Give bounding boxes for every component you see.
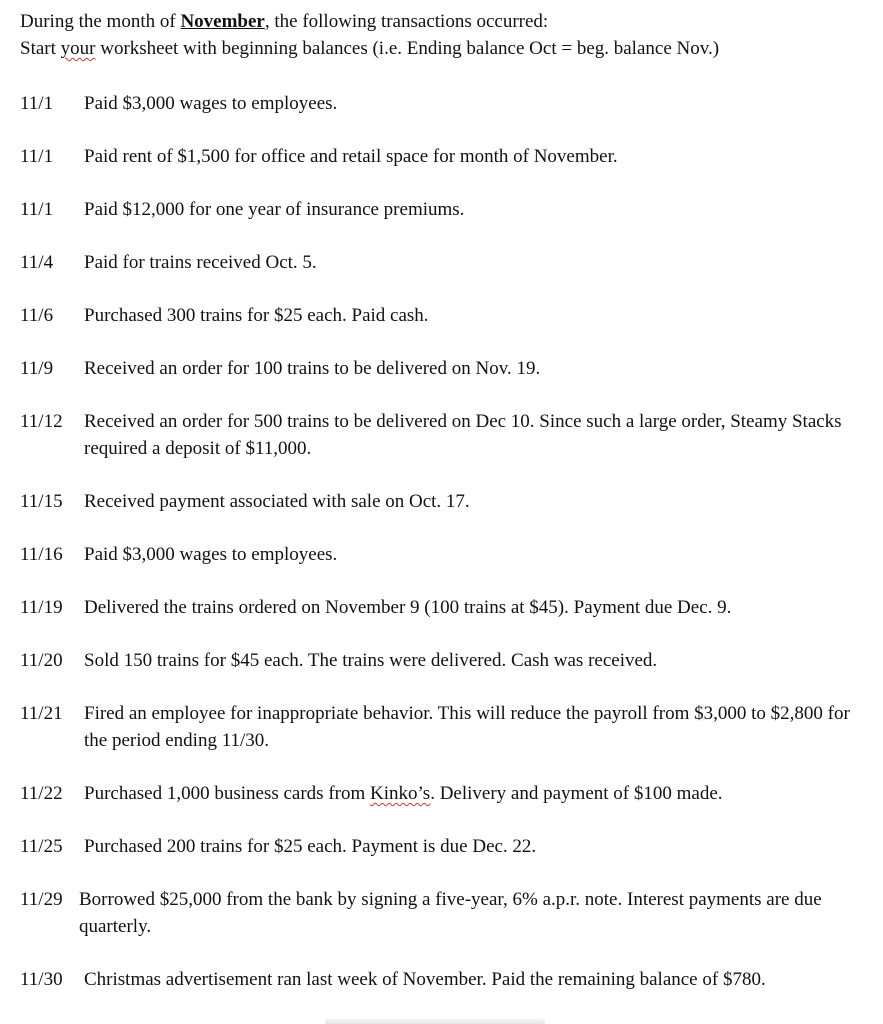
transaction-date: 11/9	[20, 358, 54, 379]
transaction-text: Delivered the trains ordered on November 9 (100 trains at $45). Payment due Dec. 9.	[84, 597, 732, 618]
transaction-text-part: . Delivery and payment of $100 made.	[430, 783, 723, 804]
transaction-text: Paid $3,000 wages to employees.	[84, 544, 338, 565]
transaction-date: 11/30	[20, 969, 63, 990]
transaction-text-part: Purchased 1,000 business cards from	[84, 783, 371, 804]
intro-text: During the month of	[20, 11, 181, 32]
transaction-date: 11/12	[20, 411, 63, 432]
transaction-date: 11/1	[20, 93, 54, 114]
intro-line-2	[20, 35, 870, 62]
intro-text: , the following transactions occurred:	[264, 11, 549, 32]
transaction-text: Borrowed $25,000 from the bank by signing a five-year, 6% a.p.r. note. Interest payments are due quarterly.	[79, 889, 822, 937]
transaction-text: Christmas advertisement ran last week of November. Paid the remaining balance of $780.	[84, 969, 766, 990]
intro-line-1	[20, 8, 870, 35]
transaction-text: Purchased 200 trains for $25 each. Payment is due Dec. 22.	[84, 836, 537, 857]
transaction-text: Paid for trains received Oct. 5.	[84, 252, 317, 273]
transaction-date: 11/29	[20, 889, 63, 910]
transaction-date: 11/4	[20, 252, 54, 273]
transaction-text: Sold 150 trains for $45 each. The trains were delivered. Cash was received.	[84, 650, 658, 671]
spellcheck-flagged-word[interactable]: your	[60, 38, 96, 59]
transaction-date: 11/19	[20, 597, 63, 618]
transaction-date: 11/20	[20, 650, 63, 671]
transaction-text: Fired an employee for inappropriate behavior. This will reduce the payroll from $3,000 to $2,800 for the period ending 11/30.	[84, 703, 850, 751]
intro-text: worksheet with beginning balances (i.e. Ending balance Oct = beg. balance Nov.)	[95, 38, 720, 59]
transaction-date: 11/25	[20, 836, 63, 857]
transaction-text: Paid rent of $1,500 for office and retail space for month of November.	[84, 146, 618, 167]
bottom-edge-shadow	[325, 1019, 545, 1024]
transaction-text: Paid $3,000 wages to employees.	[84, 93, 338, 114]
transaction-text: Received payment associated with sale on Oct. 17.	[84, 491, 470, 512]
transaction-date: 11/22	[20, 783, 63, 804]
transaction-date: 11/1	[20, 146, 54, 167]
transaction-date: 11/21	[20, 703, 63, 724]
transaction-text	[84, 780, 854, 807]
transaction-date: 11/6	[20, 305, 54, 326]
transaction-date: 11/15	[20, 491, 63, 512]
spellcheck-flagged-word[interactable]: Kinko’s	[370, 783, 431, 804]
transaction-date: 11/1	[20, 199, 54, 220]
transaction-text: Paid $12,000 for one year of insurance premiums.	[84, 199, 465, 220]
transaction-text: Purchased 300 trains for $25 each. Paid cash.	[84, 305, 429, 326]
document	[20, 8, 870, 990]
transaction-date: 11/16	[20, 544, 63, 565]
transaction-text: Received an order for 500 trains to be delivered on Dec 10. Since such a large order, Steamy Stacks required a deposit of $11,000.	[84, 411, 842, 459]
intro-text: Start	[20, 38, 61, 59]
month-heading: November	[180, 11, 265, 32]
transaction-text: Received an order for 100 trains to be delivered on Nov. 19.	[84, 358, 541, 379]
